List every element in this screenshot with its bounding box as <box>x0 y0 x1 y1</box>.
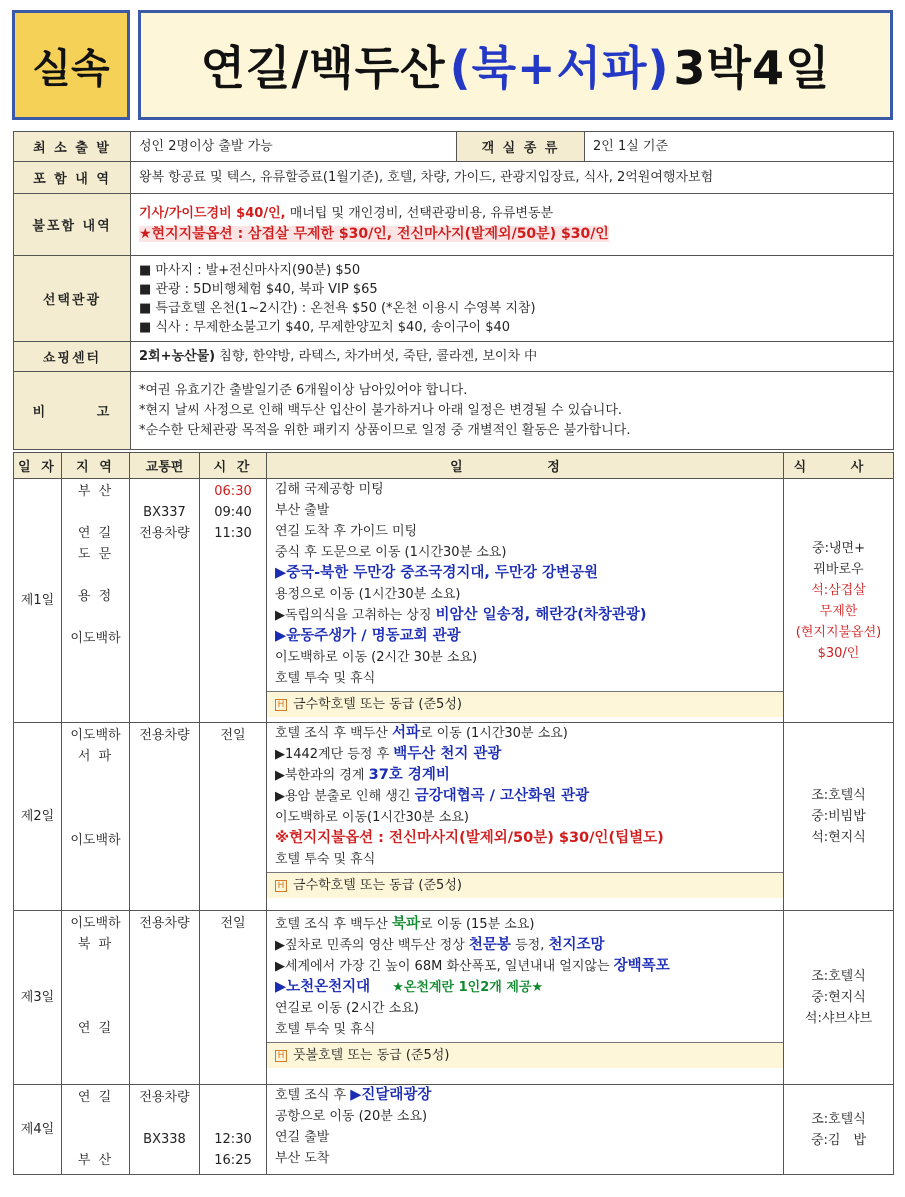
day-transport: 전용차량 <box>130 723 200 911</box>
day-label: 제2일 <box>14 723 62 911</box>
day-label: 제3일 <box>14 911 62 1085</box>
shopping-value <box>131 342 894 372</box>
excluded-value <box>131 194 894 256</box>
day-times: 전일 <box>200 911 267 1085</box>
product-tag <box>12 10 130 120</box>
day-plan: 호텔 조식 후 백두산 북파로 이동 (15분 소요) ▶짚차로 민족의 영산 백두산 정상 천문봉 등정, 천지조망 ▶세계에서 가장 긴 높이 68M 화산폭포, 일년내내 얼지않는 장백폭포 ▶노천온천지대 ★온천계란 1인2개 제공★ 연길로 이동 (2시간 소요) 호텔 투숙 및 휴식 H 풋볼호텔 또는 동급 (준5성) <box>267 911 784 1085</box>
hotel-icon: H <box>275 1050 287 1062</box>
day-transport: 전용차량 <box>130 911 200 1085</box>
title-route: (북+서파) <box>449 41 670 95</box>
day-areas: 연 길 부 산 <box>62 1085 130 1175</box>
included-value: 왕복 항공료 및 텍스, 유류할증료(1월기준), 호텔, 차량, 가이드, 관광지입장료, 식사, 2억원여행자보험 <box>131 162 894 194</box>
col-area: 지 역 <box>62 453 130 479</box>
day-areas: 부 산 연 길 도 문 용 정 이도백하 <box>62 479 130 723</box>
day-plan: 호텔 조식 후 ▶진달래광장 공항으로 이동 (20분 소요) 연길 출발 부산 도착 <box>267 1085 784 1175</box>
remark-item: *순수한 단체관광 목적을 위한 패키지 상품이므로 일정 중 개별적인 활동은 불가합니다. <box>139 422 631 438</box>
excluded-rest: 매너팁 및 개인경비, 선택관광비용, 유류변동분 <box>285 206 554 221</box>
remark-item: *여권 유효기간 출발일기준 6개월이상 남아있어야 합니다. <box>139 382 468 398</box>
itinerary-row-day3 <box>14 911 894 1085</box>
remark-item: *현지 날씨 사정으로 인해 백두산 입산이 불가하거나 아래 일정은 변경될 수 있습니다. <box>139 402 623 418</box>
day-label: 제1일 <box>14 479 62 723</box>
day-plan: 호텔 조식 후 백두산 서파로 이동 (1시간30분 소요) ▶1442계단 등정 후 백두산 천지 관광 ▶북한과의 경계 37호 경계비 ▶용암 분출로 인해 생긴 금강대협곡 / 고산화원 관광 이도백하로 이동(1시간30분 소요) ※현지지불옵션 : 전신마사지(발제외/50분) $30/인(팁별도) 호텔 투숙 및 휴식 H 금수학호텔 또는 동급 (준5성) <box>267 723 784 911</box>
itinerary-row-day2 <box>14 723 894 911</box>
optional-tour-item: ■ 관광 : 5D비행체험 $40, 북파 VIP $65 <box>139 281 378 297</box>
day-times: 전일 <box>200 723 267 911</box>
hotel-info: H 금수학호텔 또는 동급 (준5성) <box>267 872 783 898</box>
title-duration: 3박4일 <box>673 41 831 95</box>
optional-tour-item: ■ 식사 : 무제한소불고기 $40, 무제한양꼬치 $40, 송이구이 $40 <box>139 319 511 335</box>
col-transport: 교통편 <box>130 453 200 479</box>
excluded-guide-fee: 기사/가이드경비 $40/인, <box>139 206 286 221</box>
optional-tour-label: 선택관광 <box>14 256 131 342</box>
day-meals: 중:냉면+ 꿔바로우 석:삼겹살 무제한 (현지지불옵션) $30/인 <box>784 479 894 723</box>
day-meals: 조:호텔식 중:김 밥 <box>784 1085 894 1175</box>
itinerary-row-day4 <box>14 1085 894 1175</box>
hotel-icon: H <box>275 699 287 711</box>
col-time: 시 간 <box>200 453 267 479</box>
room-type-label: 객 실 종 류 <box>457 132 585 162</box>
hotel-icon: H <box>275 880 287 892</box>
included-label: 포 함 내 역 <box>14 162 131 194</box>
info-table <box>13 131 894 450</box>
product-tag-text: 실속 <box>32 45 110 92</box>
day-areas: 이도백하 서 파 이도백하 <box>62 723 130 911</box>
day-plan: 김해 국제공항 미팅 부산 출발 연길 도착 후 가이드 미팅 중식 후 도문으로 이동 (1시간30분 소요) ▶중국-북한 두만강 중조국경지대, 두만강 강변공원 용정으로 이동 (1시간30분 소요) ▶독립의식을 고취하는 상징 비암산 일송정, 해란강(차창관광) ▶윤동주생가 / 명동교회 관광 이도백하로 이동 (2시간 30분 소요) 호텔 투숙 및 휴식 H 금수학호텔 또는 동급 (준5성) <box>267 479 784 723</box>
col-meal: 식 사 <box>784 453 894 479</box>
title-main: 연길/백두산 <box>200 41 446 95</box>
col-plan: 일 정 <box>267 453 784 479</box>
optional-tour-item: ■ 마사지 : 발+전신마사지(90분) $50 <box>139 262 361 278</box>
day-times: 12:30 16:25 <box>200 1085 267 1175</box>
day-areas: 이도백하 북 파 연 길 <box>62 911 130 1085</box>
optional-tour-item: ■ 특급호텔 온천(1~2시간) : 온천욕 $50 (*온천 이용시 수영복 지참) <box>139 300 536 316</box>
shopping-count: 2회+농산물) <box>139 348 216 364</box>
shopping-label: 쇼핑센터 <box>14 342 131 372</box>
shopping-list: 침향, 한약방, 라텍스, 차가버섯, 죽탄, 콜라겐, 보이차 中 <box>215 348 538 364</box>
excluded-label: 불포함 내역 <box>14 194 131 256</box>
page-title <box>138 10 893 120</box>
day-transport: 전용차량 BX338 <box>130 1085 200 1175</box>
day-transport: BX337 전용차량 <box>130 479 200 723</box>
itinerary-table <box>13 452 894 1175</box>
excluded-local-option: ★현지지불옵션 : 삼겹살 무제한 $30/인, 전신마사지(발제외/50분) $30/인 <box>139 226 609 242</box>
min-departure-value: 성인 2명이상 출발 가능 <box>131 132 457 162</box>
hotel-info: H 금수학호텔 또는 동급 (준5성) <box>267 691 783 717</box>
min-departure-label: 최 소 출 발 <box>14 132 131 162</box>
optional-tour-list <box>131 256 894 342</box>
day-meals: 조:호텔식 중:현지식 석:샤브샤브 <box>784 911 894 1085</box>
day-label: 제4일 <box>14 1085 62 1175</box>
hotel-info: H 풋볼호텔 또는 동급 (준5성) <box>267 1042 783 1068</box>
remarks-label: 비 고 <box>14 372 131 450</box>
itinerary-row-day1 <box>14 479 894 723</box>
remarks-list <box>131 372 894 450</box>
day-times: 06:30 09:40 11:30 <box>200 479 267 723</box>
day-meals: 조:호텔식 중:비빔밥 석:현지식 <box>784 723 894 911</box>
col-day: 일 자 <box>14 453 62 479</box>
room-type-value: 2인 1실 기준 <box>585 132 894 162</box>
